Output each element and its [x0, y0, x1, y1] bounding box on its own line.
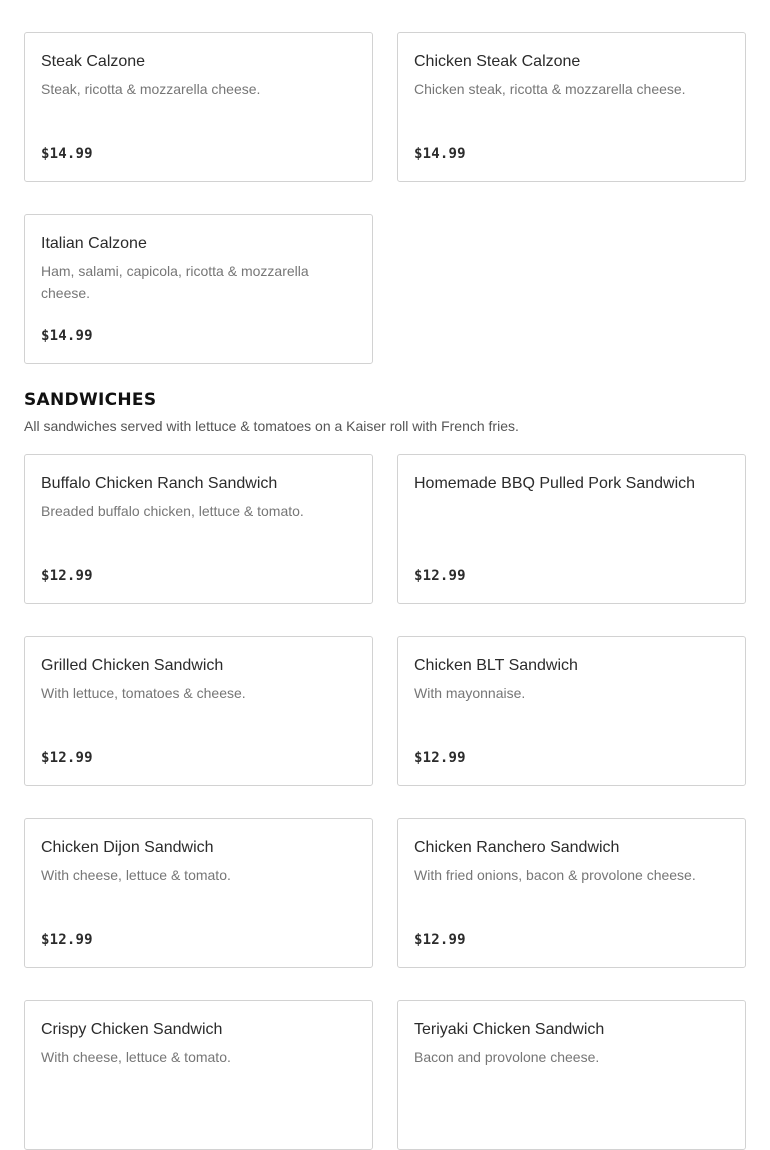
menu-item-description: Steak, ricotta & mozzarella cheese. — [41, 81, 261, 97]
menu-item-card[interactable] — [24, 818, 373, 968]
menu-item-name: Chicken BLT Sandwich — [414, 657, 578, 674]
menu-item-description: Breaded buffalo chicken, lettuce & tomato. — [41, 503, 304, 519]
menu-item-card[interactable] — [24, 636, 373, 786]
menu-item-price: $12.99 — [414, 932, 466, 948]
menu-item-card[interactable] — [397, 1000, 746, 1150]
menu-item-name: Italian Calzone — [41, 235, 147, 252]
menu-item-card[interactable] — [24, 1000, 373, 1150]
menu-item-description: Ham, salami, capicola, ricotta & mozzarella cheese. — [41, 263, 309, 301]
menu-item-price: $12.99 — [414, 568, 466, 584]
section-description: All sandwiches served with lettuce & tomatoes on a Kaiser roll with French fries. — [24, 418, 519, 434]
menu-item-price: $14.99 — [414, 146, 466, 162]
menu-item-name: Teriyaki Chicken Sandwich — [414, 1021, 605, 1038]
menu-item-name: Steak Calzone — [41, 53, 146, 70]
menu-item-name: Chicken Steak Calzone — [414, 53, 581, 70]
menu-item-name: Chicken Dijon Sandwich — [41, 839, 214, 856]
menu-item-description: Chicken steak, ricotta & mozzarella cheese. — [414, 81, 686, 97]
menu-item-card[interactable] — [24, 32, 373, 182]
menu-item-description: With mayonnaise. — [414, 685, 526, 701]
menu-item-card[interactable] — [397, 32, 746, 182]
menu-item-card[interactable] — [397, 818, 746, 968]
section-title: SANDWICHES — [24, 390, 157, 410]
menu-item-description: With lettuce, tomatoes & cheese. — [41, 685, 246, 701]
menu-item-card[interactable] — [397, 636, 746, 786]
menu-item-price: $12.99 — [41, 568, 93, 584]
menu-item-price: $12.99 — [41, 750, 93, 766]
menu-item-description: With cheese, lettuce & tomato. — [41, 867, 231, 883]
menu-item-name: Buffalo Chicken Ranch Sandwich — [41, 475, 278, 492]
menu-item-card[interactable] — [24, 214, 373, 364]
menu-item-name: Grilled Chicken Sandwich — [41, 657, 224, 674]
menu-item-description: With fried onions, bacon & provolone cheese. — [414, 867, 696, 883]
menu-item-price: $12.99 — [41, 932, 93, 948]
menu-item-description: Bacon and provolone cheese. — [414, 1049, 600, 1065]
menu-item-price: $14.99 — [41, 328, 93, 344]
menu-item-name: Crispy Chicken Sandwich — [41, 1021, 223, 1038]
menu-item-name: Homemade BBQ Pulled Pork Sandwich — [414, 475, 696, 492]
menu-item-price: $12.99 — [414, 750, 466, 766]
menu-item-card[interactable] — [24, 454, 373, 604]
menu-item-description: With cheese, lettuce & tomato. — [41, 1049, 231, 1065]
menu-item-card[interactable] — [397, 454, 746, 604]
menu-item-price: $14.99 — [41, 146, 93, 162]
menu-item-name: Chicken Ranchero Sandwich — [414, 839, 620, 856]
